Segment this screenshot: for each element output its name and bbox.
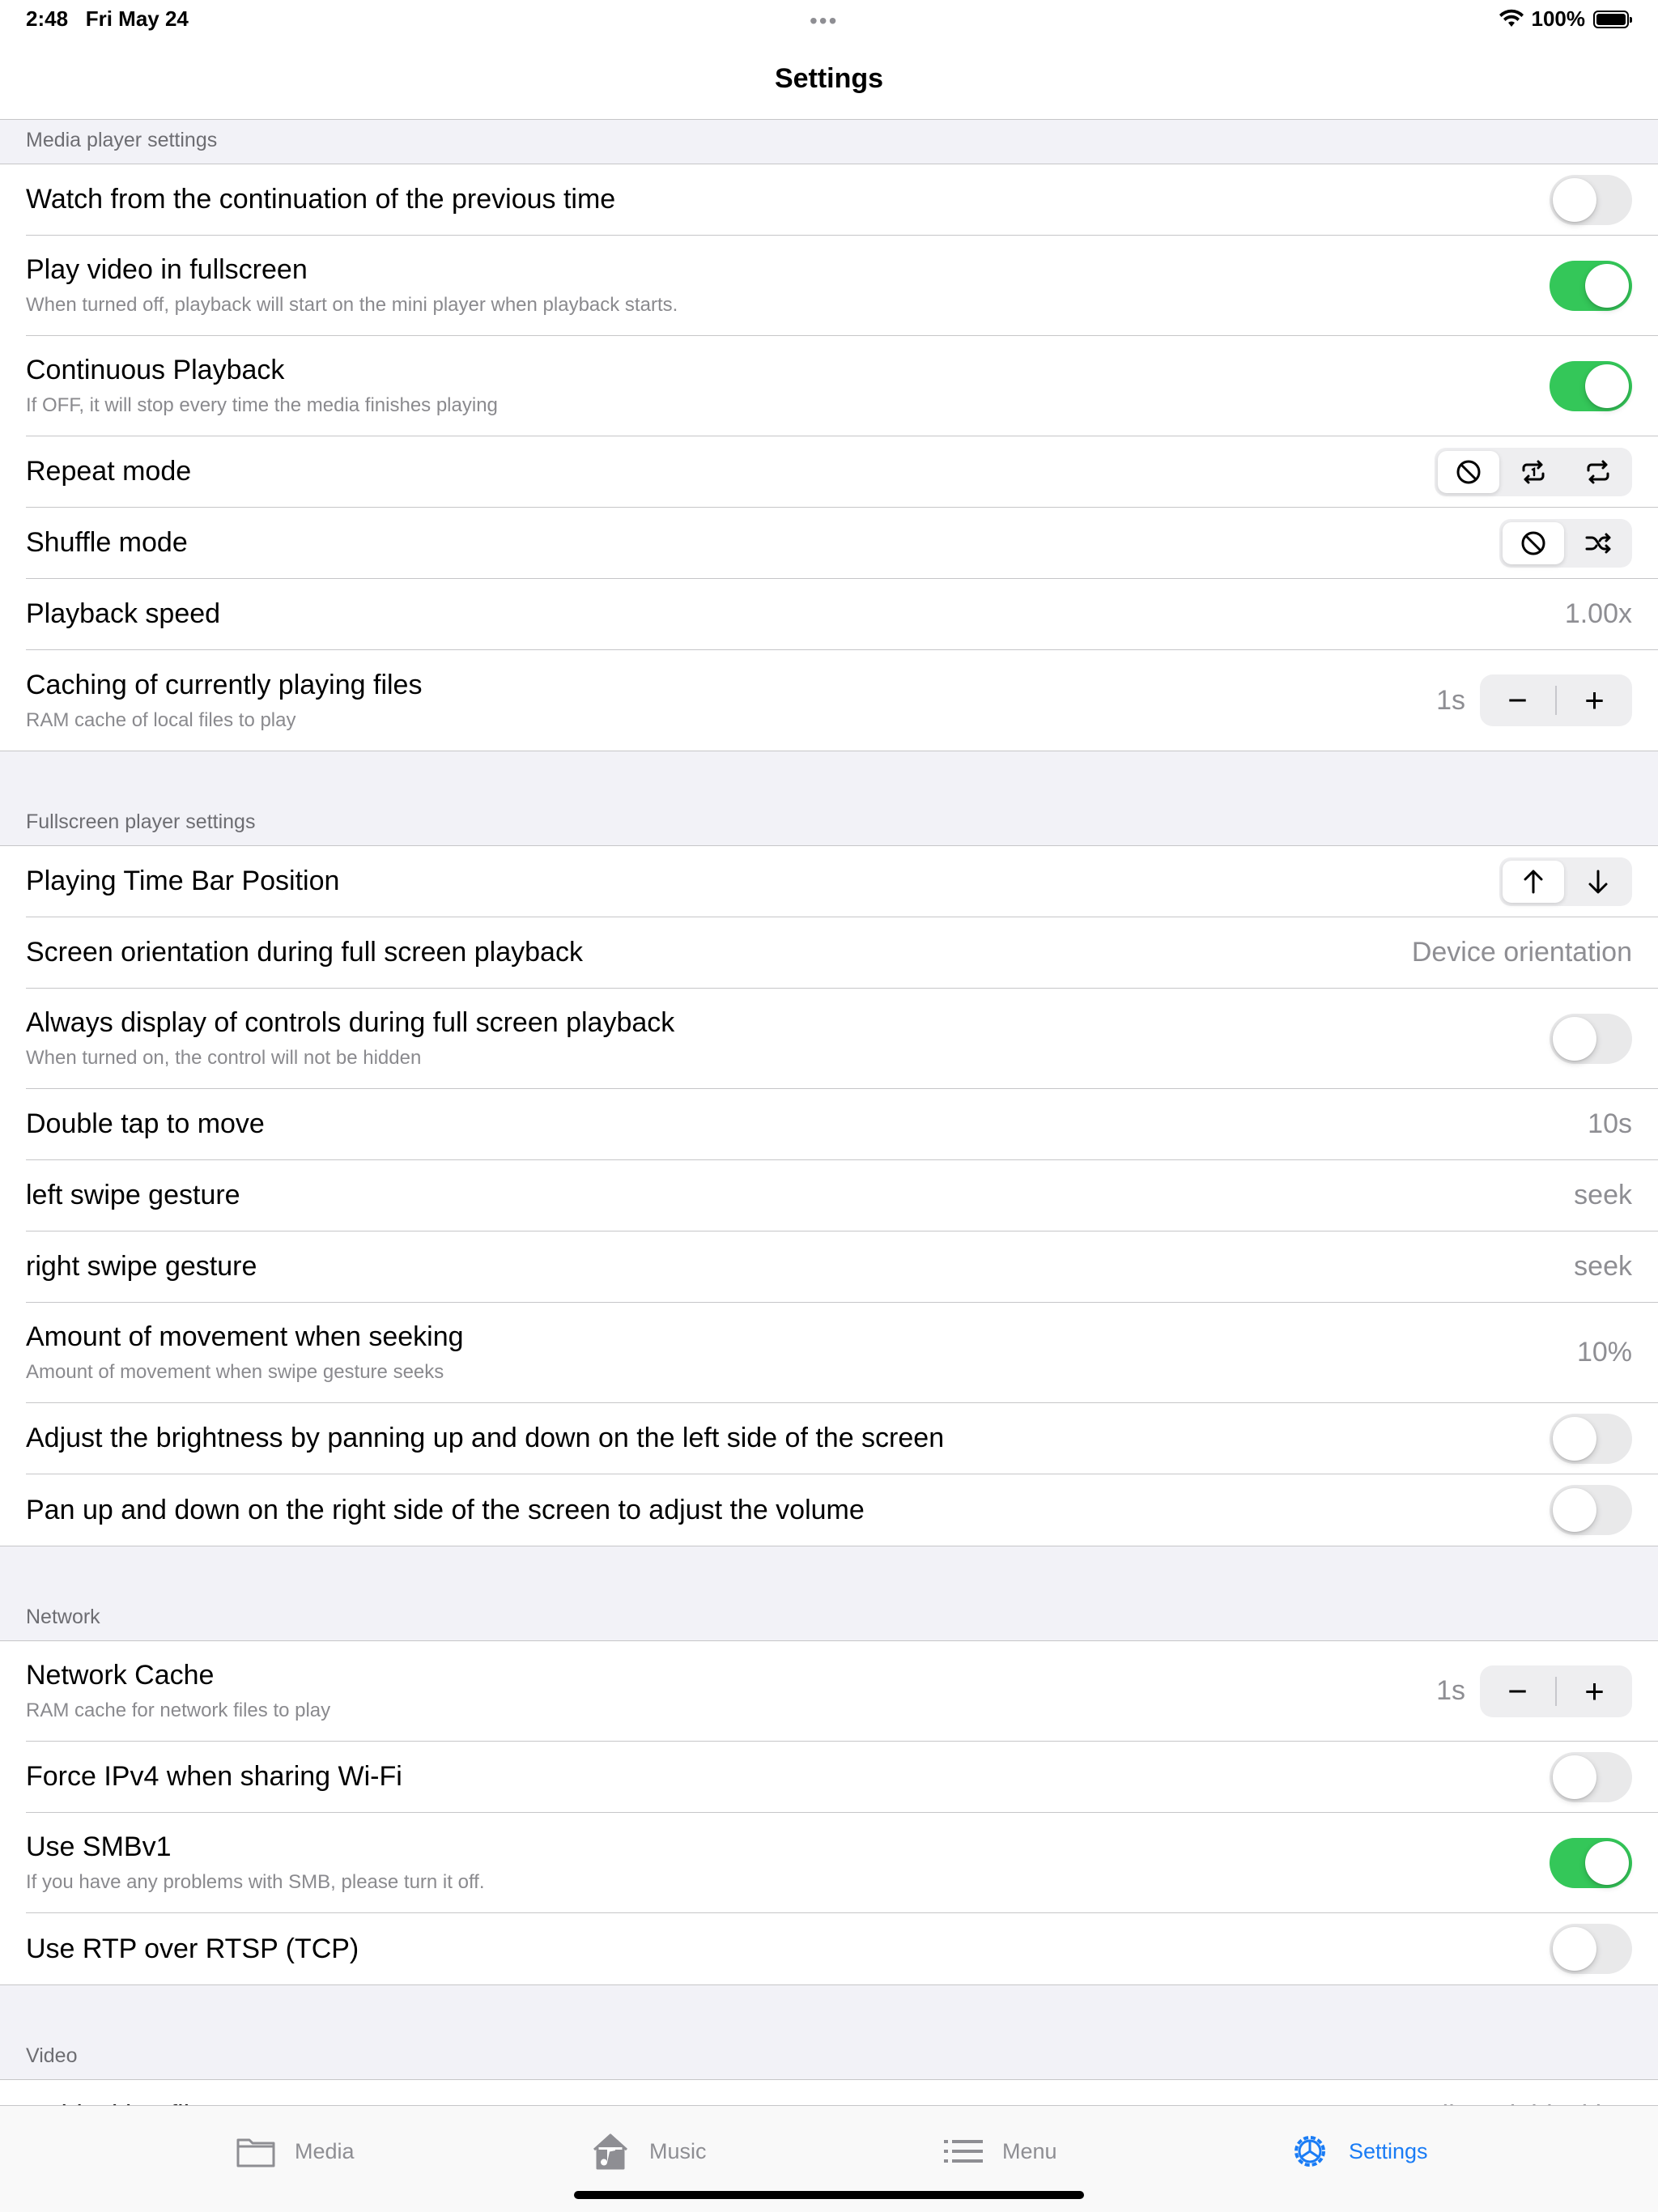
shuffle-icon (1584, 529, 1613, 558)
row-always-controls (26, 989, 1658, 1089)
row-title: Screen orientation during full screen playback (26, 937, 583, 968)
time-bar-bottom-segment[interactable] (1567, 861, 1629, 903)
shuffle-mode-segmented-control[interactable] (1499, 519, 1632, 568)
continuous-playback-toggle[interactable] (1550, 361, 1632, 411)
row-title: Amount of movement when seeking (26, 1321, 464, 1352)
row-title: Repeat mode (26, 456, 192, 487)
row-shuffle-mode (26, 508, 1658, 579)
row-volume-pan (26, 1474, 1658, 1546)
tab-label: Music (649, 2138, 707, 2163)
seek-amount-value: 10% (1576, 1337, 1632, 1368)
decrement-button[interactable]: − (1507, 1671, 1528, 1710)
row-title: Playback speed (26, 598, 221, 629)
row-continuation (26, 164, 1658, 236)
right-swipe-value: seek (1574, 1251, 1632, 1282)
row-title: Adjust the brightness by panning up and down on the left side of the screen (26, 1423, 945, 1453)
shuffle-on-segment[interactable] (1567, 522, 1629, 564)
smbv1-toggle[interactable] (1550, 1838, 1632, 1888)
row-title: Use SMBv1 (26, 1831, 172, 1862)
multitasking-dots-icon[interactable]: ••• (810, 8, 839, 33)
home-indicator[interactable] (574, 2191, 1084, 2199)
row-subtitle: When turned on, the control will not be hidden (26, 1047, 422, 1069)
row-playback-speed[interactable] (26, 579, 1658, 650)
row-rtp-over-rtsp (26, 1913, 1658, 1984)
row-title: Playing Time Bar Position (26, 866, 340, 896)
playback-speed-value: 1.00x (1564, 598, 1632, 629)
row-title: Always display of controls during full screen playback (26, 1007, 675, 1038)
battery-percent: 100% (1531, 6, 1585, 31)
caching-value: 1s (1436, 684, 1465, 716)
row-title: Use RTP over RTSP (TCP) (26, 1933, 359, 1964)
row-title: Shuffle mode (26, 527, 188, 558)
repeat-icon (1584, 457, 1613, 487)
tab-label: Menu (1002, 2138, 1057, 2163)
row-title: Force IPv4 when sharing Wi-Fi (26, 1761, 402, 1792)
rtp-over-rtsp-toggle[interactable] (1550, 1924, 1632, 1974)
wifi-icon (1499, 11, 1524, 28)
tab-label: Settings (1349, 2138, 1428, 2163)
brightness-pan-toggle[interactable] (1550, 1414, 1632, 1464)
navigation-bar (0, 39, 1658, 120)
status-bar (0, 0, 1658, 39)
repeat-one-segment[interactable] (1503, 451, 1564, 493)
row-screen-orientation[interactable] (26, 917, 1658, 989)
row-title: Continuous Playback (26, 355, 285, 385)
row-caching (26, 650, 1658, 751)
row-right-swipe[interactable] (26, 1231, 1658, 1303)
tab-label: Media (295, 2138, 355, 2163)
double-tap-value: 10s (1588, 1108, 1632, 1139)
row-subtitle: RAM cache for network files to play (26, 1699, 331, 1721)
row-fullscreen-video (26, 236, 1658, 336)
shuffle-off-segment[interactable] (1503, 522, 1564, 564)
battery-icon (1593, 11, 1629, 28)
prohibited-icon (1519, 529, 1548, 558)
row-subtitle: Amount of movement when swipe gesture seeks (26, 1361, 444, 1383)
section-header-fullscreen: Fullscreen player settings (26, 810, 256, 833)
arrow-up-icon (1519, 867, 1548, 896)
always-controls-toggle[interactable] (1550, 1014, 1632, 1064)
row-subtitle: When turned off, playback will start on the mini player when playback starts. (26, 294, 678, 316)
continuation-toggle[interactable] (1550, 175, 1632, 225)
status-right (1499, 6, 1630, 32)
increment-button[interactable]: + (1584, 1671, 1605, 1710)
left-swipe-value: seek (1574, 1180, 1632, 1210)
tab-media[interactable] (235, 2132, 355, 2171)
row-left-swipe[interactable] (26, 1160, 1658, 1231)
music-house-icon (589, 2132, 631, 2171)
caching-stepper[interactable] (1480, 674, 1632, 726)
row-title: Double tap to move (26, 1108, 265, 1139)
row-subtitle: If OFF, it will stop every time the media finishes playing (26, 394, 498, 416)
folder-icon (235, 2132, 277, 2171)
arrow-down-icon (1584, 867, 1613, 896)
orientation-value: Device orientation (1411, 937, 1632, 968)
row-repeat-mode (26, 436, 1658, 508)
row-continuous-playback (26, 336, 1658, 436)
row-title: Watch from the continuation of the previous time (26, 184, 616, 215)
gear-icon (1289, 2132, 1331, 2171)
row-title: right swipe gesture (26, 1251, 257, 1282)
repeat-one-icon (1519, 457, 1548, 487)
force-ipv4-toggle[interactable] (1550, 1752, 1632, 1802)
row-title: Play video in fullscreen (26, 254, 308, 285)
row-title: left swipe gesture (26, 1180, 240, 1210)
row-seek-amount[interactable] (26, 1303, 1658, 1403)
time-bar-top-segment[interactable] (1503, 861, 1564, 903)
fullscreen-video-toggle[interactable] (1550, 261, 1632, 311)
fullscreen-settings-group (0, 845, 1658, 1546)
status-time: 2:48 Fri May 24 (26, 6, 189, 31)
section-header-video: Video (26, 2044, 78, 2067)
row-double-tap[interactable] (26, 1089, 1658, 1160)
row-force-ipv4 (26, 1742, 1658, 1813)
tab-music[interactable] (589, 2132, 707, 2171)
network-cache-stepper[interactable] (1480, 1665, 1632, 1717)
list-icon (942, 2132, 984, 2171)
row-network-cache (26, 1641, 1658, 1742)
row-title: Caching of currently playing files (26, 669, 423, 700)
prohibited-icon (1454, 457, 1483, 487)
row-subtitle: RAM cache of local files to play (26, 708, 296, 731)
repeat-mode-segmented-control[interactable] (1435, 448, 1632, 496)
row-title: Network Cache (26, 1660, 215, 1691)
section-header-network: Network (26, 1606, 100, 1628)
network-cache-value: 1s (1436, 1675, 1465, 1706)
time-bar-position-segmented-control[interactable] (1499, 857, 1632, 906)
media-settings-group (0, 164, 1658, 751)
tab-settings[interactable] (1289, 2132, 1428, 2171)
row-title: Pan up and down on the right side of the screen to adjust the volume (26, 1494, 865, 1525)
repeat-off-segment[interactable] (1438, 451, 1499, 493)
increment-button[interactable]: + (1584, 681, 1605, 719)
row-use-smbv1 (26, 1813, 1658, 1913)
tab-menu[interactable] (942, 2132, 1057, 2171)
volume-pan-toggle[interactable] (1550, 1485, 1632, 1535)
row-subtitle: If you have any problems with SMB, please turn it off. (26, 1871, 485, 1893)
decrement-button[interactable]: − (1507, 681, 1528, 719)
network-settings-group (0, 1640, 1658, 1985)
row-brightness-pan (26, 1403, 1658, 1474)
section-header-media: Media player settings (26, 129, 218, 151)
page-title: Settings (774, 63, 884, 94)
settings-list[interactable] (0, 120, 1658, 2105)
row-time-bar-position (26, 846, 1658, 917)
repeat-all-segment[interactable] (1567, 451, 1629, 493)
